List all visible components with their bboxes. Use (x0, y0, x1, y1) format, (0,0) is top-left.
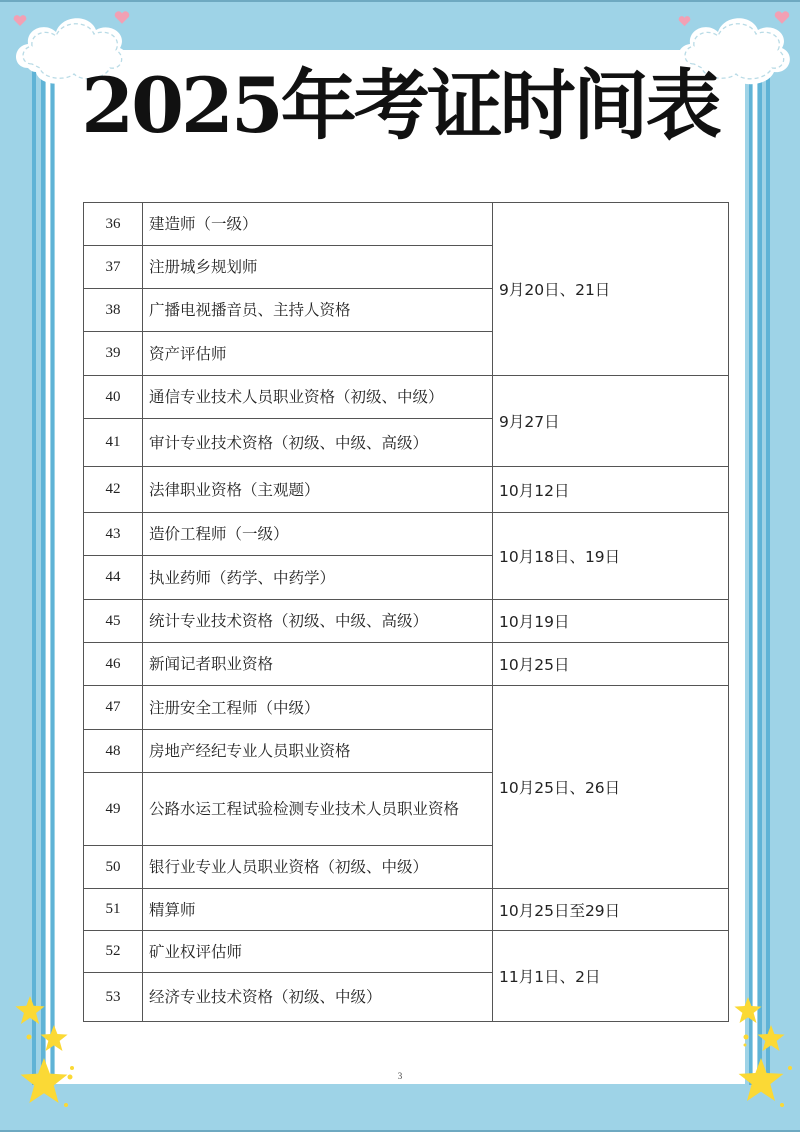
row-number: 37 (84, 246, 143, 289)
right-stripe (749, 60, 752, 1085)
exam-name: 执业药师（药学、中药学） (143, 556, 493, 600)
exam-name: 房地产经纪专业人员职业资格 (143, 730, 493, 773)
right-stripe-white (753, 60, 757, 1085)
row-number: 52 (84, 931, 143, 973)
star-icon (15, 996, 45, 1024)
left-stripe (32, 60, 36, 1085)
exam-name: 法律职业资格（主观题） (143, 467, 493, 513)
row-number: 42 (84, 467, 143, 513)
left-stripe (51, 60, 54, 1085)
exam-date: 10月25日、26日 (493, 686, 729, 889)
table-row (84, 600, 729, 643)
sparkle-dots-icon (740, 1030, 800, 1110)
exam-name: 建造师（一级） (143, 203, 493, 246)
row-number: 40 (84, 376, 143, 419)
exam-date: 11月1日、2日 (493, 931, 729, 1022)
table-row (84, 376, 729, 419)
exam-schedule-table (83, 202, 729, 1022)
table-row (84, 889, 729, 931)
right-stripe (758, 60, 762, 1085)
row-number: 50 (84, 846, 143, 889)
row-number: 49 (84, 773, 143, 846)
row-number: 46 (84, 643, 143, 686)
table-row (84, 513, 729, 556)
exam-name: 公路水运工程试验检测专业技术人员职业资格 (143, 773, 493, 846)
exam-date: 9月27日 (493, 376, 729, 467)
exam-name: 注册城乡规划师 (143, 246, 493, 289)
table-row (84, 643, 729, 686)
exam-name: 统计专业技术资格（初级、中级、高级） (143, 600, 493, 643)
row-number: 53 (84, 973, 143, 1022)
bottom-border-band (0, 1085, 800, 1132)
row-number: 45 (84, 600, 143, 643)
exam-date: 10月12日 (493, 467, 729, 513)
row-number: 44 (84, 556, 143, 600)
table-row (84, 467, 729, 513)
table-row (84, 203, 729, 246)
exam-name: 银行业专业人员职业资格（初级、中级） (143, 846, 493, 889)
row-number: 41 (84, 419, 143, 467)
star-icon (734, 997, 762, 1023)
page-number: 3 (397, 1071, 403, 1081)
exam-name: 资产评估师 (143, 332, 493, 376)
exam-date: 10月25日至29日 (493, 889, 729, 931)
table-row (84, 686, 729, 730)
row-number: 47 (84, 686, 143, 730)
exam-name: 新闻记者职业资格 (143, 643, 493, 686)
exam-name: 广播电视播音员、主持人资格 (143, 289, 493, 332)
exam-date: 10月18日、19日 (493, 513, 729, 600)
page-title: 2025年考证时间表 (81, 61, 719, 150)
row-number: 39 (84, 332, 143, 376)
exam-name: 矿业权评估师 (143, 931, 493, 973)
row-number: 38 (84, 289, 143, 332)
exam-name: 经济专业技术资格（初级、中级） (143, 973, 493, 1022)
exam-name: 审计专业技术资格（初级、中级、高级） (143, 419, 493, 467)
heart-icon (114, 11, 130, 25)
exam-name: 造价工程师（一级） (143, 513, 493, 556)
heart-icon (774, 11, 790, 25)
exam-name: 通信专业技术人员职业资格（初级、中级） (143, 376, 493, 419)
sparkle-dots-icon (25, 1030, 75, 1110)
row-number: 36 (84, 203, 143, 246)
right-stripe (766, 60, 770, 1085)
row-number: 51 (84, 889, 143, 931)
row-number: 48 (84, 730, 143, 773)
exam-name: 注册安全工程师（中级） (143, 686, 493, 730)
top-edge (0, 0, 800, 2)
heart-icon (13, 15, 27, 27)
table-row (84, 931, 729, 973)
left-stripe-white (46, 60, 50, 1085)
left-stripe (41, 60, 45, 1085)
heart-icon (678, 16, 691, 27)
exam-date: 10月25日 (493, 643, 729, 686)
exam-date: 9月20日、21日 (493, 203, 729, 376)
exam-date: 10月19日 (493, 600, 729, 643)
exam-name: 精算师 (143, 889, 493, 931)
row-number: 43 (84, 513, 143, 556)
